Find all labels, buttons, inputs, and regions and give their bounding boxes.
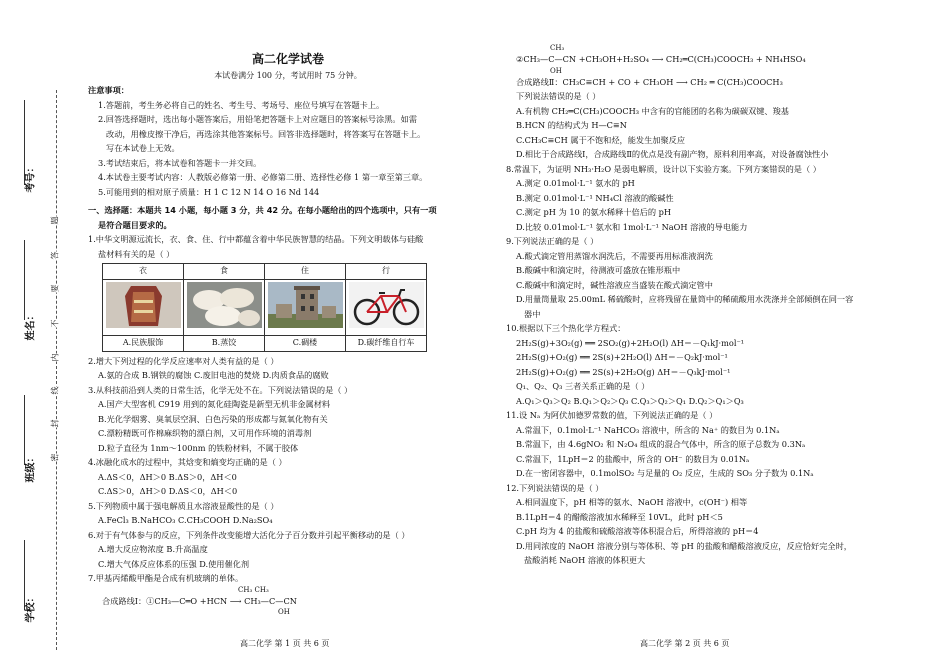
question-line: A.氨的合成 B.钢铁的腐蚀 C.废旧电池的焚烧 D.肉质食品的腐败 — [98, 370, 329, 380]
seal-line — [56, 90, 57, 650]
question-line: 1.中华文明源远流长，衣、食、住、行中都蕴含着中华民族智慧的结晶。下列文明载体与硅酸 — [88, 234, 424, 244]
question-line: D.用量筒量取 25.00mL 稀硫酸时，应将残留在量筒中的稀硫酸用水洗涤并全部倾倒在同一容 — [516, 294, 854, 304]
question-line: A.国产大型客机 C919 用到的氮化硅陶瓷是新型无机非金属材料 — [98, 399, 331, 409]
question-line: D.相比于合成路线Ⅰ，合成路线Ⅱ的优点是没有副产物，原料利用率高，对设备腐蚀性小 — [516, 149, 829, 159]
question-line: 8.常温下，为证明 NH₃·H₂O 是弱电解质，设计以下实验方案。下列方案错误的是（ ） — [506, 163, 821, 174]
seal-char: 题 — [50, 216, 60, 225]
school-label: 学校： — [25, 592, 37, 623]
table-header: 衣 — [103, 264, 184, 280]
equation-line: 2H₂S(g)+O₂(g) ══ 2S(s)+2H₂O(g) ΔH＝－Q₃kJ·mol⁻¹ — [516, 366, 731, 377]
question-line: A.测定 0.01mol·L⁻¹ 氨水的 pH — [516, 178, 635, 188]
bicycle-icon — [349, 282, 424, 328]
question-line: 10.根据以下三个热化学方程式： — [506, 323, 626, 333]
tower-icon — [268, 282, 343, 328]
formula-bottom: OH — [278, 608, 290, 616]
option-caption: B.蒸饺 — [184, 336, 265, 352]
seal-char: 线 — [50, 386, 60, 395]
class-label: 班级： — [25, 452, 37, 483]
seal-char: 封 — [50, 419, 60, 428]
question-line: 4.冰融化成水的过程中，其焓变和熵变均正确的是（ ） — [88, 457, 287, 467]
question-line: B.HCN 的结构式为 H—C≡N — [516, 120, 627, 130]
note-item: 5.可能用到的相对原子质量：H 1 C 12 N 14 O 16 Nd 144 — [98, 186, 320, 197]
question-line: 7.甲基丙烯酸甲酯是合成有机玻璃的单体。 — [88, 573, 244, 583]
question-line: 12.下列说法错误的是（ ） — [506, 482, 604, 493]
seal-char: 内 — [50, 353, 60, 362]
page-1-column — [88, 42, 488, 616]
question-1-table — [102, 263, 427, 352]
question-line: 2.增大下列过程的化学反应速率对人类有益的是（ ） — [88, 355, 279, 366]
binding-strip — [0, 0, 72, 672]
question-line: C.漂粉精既可作棉麻织物的漂白剂，又可用作环境的消毒剂 — [98, 428, 312, 438]
page-subtitle: 本试卷满分 100 分，考试用时 75 分钟。 — [214, 70, 362, 80]
page-footer-left: 高二化学 第 1 页 共 6 页 — [240, 639, 330, 648]
question-line: B.酸碱中和滴定时，待测液可盛放在锥形瓶中 — [516, 265, 681, 275]
garment-icon — [106, 282, 181, 328]
section-heading: 一、选择题：本题共 14 小题，每小题 3 分，共 42 分。在每小题给出的四个选项中，只有一项 — [88, 205, 437, 215]
seal-char: 要 — [50, 284, 60, 293]
note-item: 1.答题前，考生务必将自己的姓名、考生号、考场号、座位号填写在答题卡上。 — [98, 99, 385, 110]
option-caption: D.碳纤维自行车 — [346, 336, 427, 352]
question-line: C.ΔS＞0，ΔH＞0 D.ΔS＜0，ΔH＜0 — [98, 486, 238, 496]
seal-char: 答 — [50, 251, 60, 260]
note-item: 4.本试卷主要考试内容：人教版必修第一册、必修第二册、选择性必修 1 第一章至第三章。 — [98, 172, 428, 182]
page-footer-right: 高二化学 第 2 页 共 6 页 — [640, 639, 730, 648]
note-item: 2.回答选择题时，选出每小题答案后，用铅笔把答题卡上对应题目的答案标号涂黑。如需 — [98, 114, 417, 124]
question-line: 5.下列物质中属于强电解质且水溶液显酸性的是（ ） — [88, 500, 279, 511]
question-line: A.酸式滴定管用蒸馏水润洗后，不需要再用标准液润洗 — [516, 250, 713, 261]
question-line: 11.设 Nₐ 为阿伏加德罗常数的值，下列说法正确的是（ ） — [506, 410, 718, 420]
question-line: D.在一密闭容器中，0.1molSO₂ 与足量的 O₂ 反应，生成的 SO₃ 分子数为 0.1Nₐ — [516, 468, 814, 478]
question-line: 6.对于有气体参与的反应，下列条件改变能增大活化分子百分数并引起平衡移动的是（ ） — [88, 529, 410, 540]
dumpling-icon — [187, 282, 262, 328]
page-2-column — [506, 44, 936, 568]
question-line: D.用同浓度的 NaOH 溶液分别与等体积、等 pH 的盐酸和醋酸溶液反应，反应恰好完全时， — [516, 540, 852, 551]
table-header: 行 — [346, 264, 427, 280]
question-line: C.CH₃C≡CH 属于不饱和烃，能发生加聚反应 — [516, 134, 686, 145]
name-label: 姓名： — [25, 310, 37, 341]
exam-no-label: 考号： — [25, 162, 37, 193]
question-line: B.常温下，由 4.6gNO₂ 和 N₂O₄ 组成的混合气体中，所含的原子总数为 0.3Nₐ — [516, 439, 806, 449]
question-line: C.常温下，1LpH＝2 的盐酸中，所含的 OH⁻ 的数目为 0.01Nₐ — [516, 453, 750, 464]
question-line: C.pH 均为 4 的盐酸和硫酸溶液等体积混合后，所得溶液的 pH＝4 — [516, 526, 759, 536]
option-caption: C.碉楼 — [265, 336, 346, 352]
question-line: Q₁、Q₂、Q₃ 三者关系正确的是（ ） — [516, 381, 650, 391]
note-item: 3.考试结束后，将本试卷和答题卡一并交回。 — [98, 157, 262, 168]
name-line — [24, 240, 25, 320]
question-line: B.1LpH＝4 的醋酸溶液加水稀释至 10VL，此时 pH＜5 — [516, 511, 723, 522]
question-line: C.增大气体反应体系的压强 D.使用催化剂 — [98, 558, 250, 569]
equation-line: 2H₂S(g)+O₂(g) ══ 2S(s)+2H₂O(l) ΔH＝－Q₂kJ·mol⁻¹ — [516, 352, 728, 362]
question-line: 9.下列说法正确的是（ ） — [506, 236, 599, 246]
question-line: A.FeCl₃ B.NaHCO₃ C.CH₃COOH D.Na₂SO₄ — [98, 515, 273, 525]
table-header: 住 — [265, 264, 346, 280]
question-line: 器中 — [524, 308, 541, 319]
equation-line: 2H₂S(g)+3O₂(g) ══ 2SO₂(g)+2H₂O(l) ΔH＝－Q₁kJ·mol⁻¹ — [516, 337, 745, 348]
question-line: A.相同温度下，pH 相等的氨水、NaOH 溶液中，c(OH⁻) 相等 — [516, 497, 748, 507]
note-item: 写在本试卷上无效。 — [106, 143, 180, 153]
formula-bottom: OH — [550, 66, 562, 75]
question-line: A.有机物 CH₂═C(CH₃)COOCH₃ 中含有的官能团的名称为碳碳双键、羧基 — [516, 105, 789, 116]
question-line: C.测定 pH 为 10 的氨水稀释十倍后的 pH — [516, 207, 672, 217]
route-1-step-2: ②CH₃—C—CN +CH₃OH+H₂SO₄ ⟶ CH₂═C(CH₃)COOCH₃ + NH₄HSO₄ — [516, 54, 806, 64]
question-line: A.常温下，0.1mol·L⁻¹ NaHCO₃ 溶液中，所含的 Na⁺ 的数目为 0.1Nₐ — [516, 424, 780, 435]
question-line: C.酸碱中和滴定时，碱性溶液应当盛装在酸式滴定管中 — [516, 279, 713, 290]
question-line: A.增大反应物浓度 B.升高温度 — [98, 544, 208, 554]
seal-char: 密 — [50, 453, 60, 462]
notes-heading: 注意事项： — [88, 85, 129, 95]
question-line: B.光化学烟雾、臭氧层空洞、白色污染的形成都与氮氧化物有关 — [98, 413, 328, 424]
question-line: 盐材料有关的是（ ） — [98, 248, 175, 259]
question-line: D.粒子直径为 1nm～100nm 的铁粉材料，不属于胶体 — [98, 442, 299, 453]
question-line: A.Q₁＞Q₃＞Q₂ B.Q₁＞Q₂＞Q₃ C.Q₃＞Q₂＞Q₁ D.Q₂＞Q₁＞Q₃ — [516, 395, 744, 406]
route-1-formula: 合成路线Ⅰ：①CH₃—C═O +HCN ⟶ CH₃—C—CN — [102, 595, 297, 606]
section-heading: 是符合题目要求的。 — [98, 219, 172, 230]
question-line: B.测定 0.01mol·L⁻¹ NH₄Cl 溶液的酸碱性 — [516, 192, 674, 203]
option-caption: A.民族服饰 — [103, 336, 184, 352]
formula-top: CH₃ — [550, 44, 565, 52]
question-line: 3.从科技前沿到人类的日常生活，化学无处不在。下列说法错误的是（ ） — [88, 384, 353, 395]
question-line: 盐酸消耗 NaOH 溶液的体积更大 — [524, 555, 646, 565]
question-line: A.ΔS＜0，ΔH＞0 B.ΔS＞0，ΔH＜0 — [98, 471, 237, 482]
question-line: 下列说法错误的是（ ） — [516, 91, 601, 101]
note-item: 改动，用橡皮擦干净后，再选涂其他答案标号。回答非选择题时，将答案写在答题卡上。 — [106, 128, 426, 139]
table-header: 食 — [184, 264, 265, 280]
formula-top: CH₃ CH₃ — [238, 585, 269, 594]
page-title: 高二化学试卷 — [251, 52, 324, 66]
seal-char: 不 — [50, 319, 60, 328]
question-line: D.比较 0.01mol·L⁻¹ 氨水和 1mol·L⁻¹ NaOH 溶液的导电能力 — [516, 221, 748, 232]
route-2-formula: 合成路线Ⅱ：CH₃C≡CH + CO + CH₃OH ⟶ CH₂ ═ C(CH₃)COOCH₃ — [516, 76, 783, 87]
